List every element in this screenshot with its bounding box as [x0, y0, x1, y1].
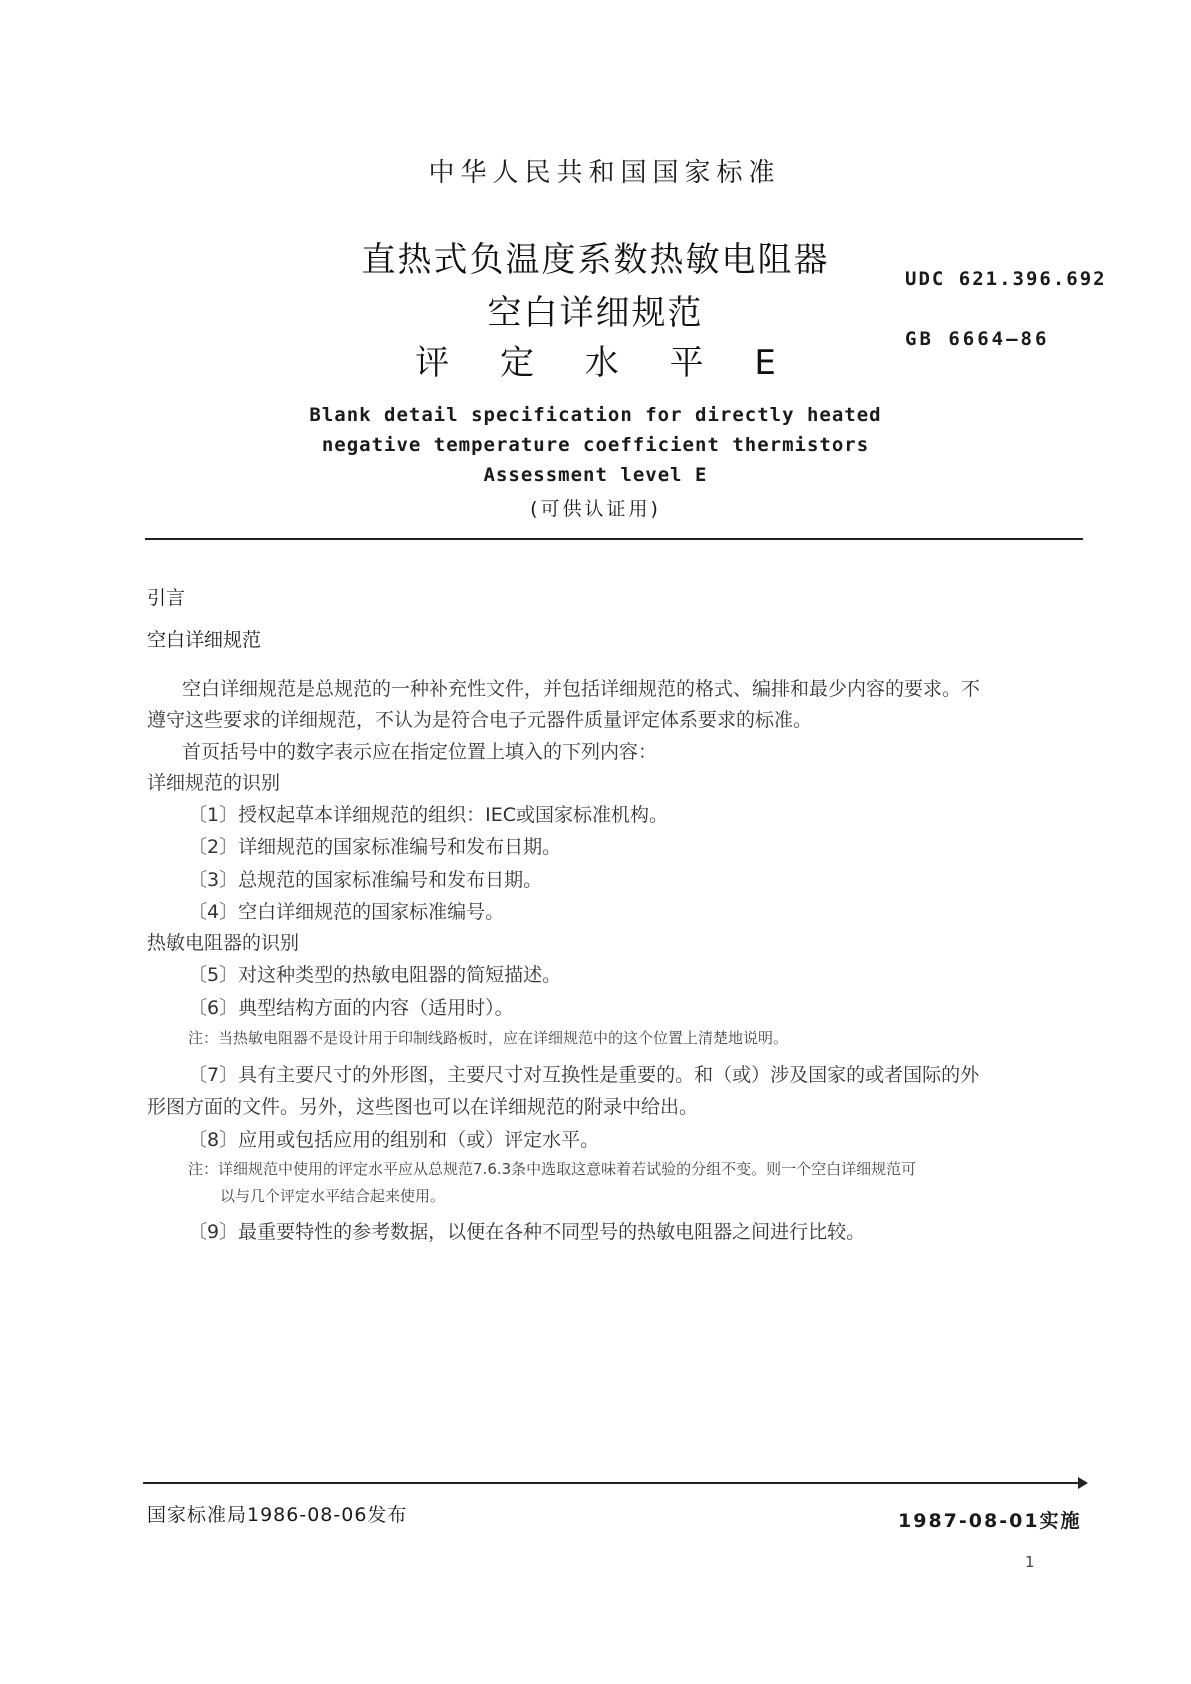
- title-en-line2: negative temperature coefficient thermistors: [321, 434, 870, 456]
- list-item-9: 〔9〕最重要特性的参考数据，以便在各种不同型号的热敏电阻器之间进行比较。: [188, 1221, 866, 1243]
- footer-divider-arrow-icon: [1078, 1477, 1088, 1489]
- page-number: 1: [1025, 1553, 1035, 1571]
- title-cn-line2: 空白详细规范: [487, 293, 704, 333]
- gb-code: GB 6664—86: [905, 328, 1050, 350]
- list-item-6: 〔6〕典型结构方面的内容（适用时）。: [188, 997, 514, 1019]
- group-title-detail-spec-id: 详细规范的识别: [147, 772, 281, 794]
- list-item-4: 〔4〕空白详细规范的国家标准编号。: [188, 901, 505, 923]
- national-standard-label: 中华人民共和国国家标准: [428, 158, 781, 188]
- effective-date: 1987-08-01实施: [898, 1510, 1082, 1532]
- paragraph-1-line1: 空白详细规范是总规范的一种补充性文件，并包括详细规范的格式、编排和最少内容的要求。不: [182, 678, 981, 700]
- paragraph-1-line2: 遵守这些要求的详细规范，不认为是符合电子元器件质量评定体系要求的标准。: [147, 709, 813, 731]
- group-title-thermistor-id: 热敏电阻器的识别: [147, 932, 300, 954]
- list-item-8: 〔8〕应用或包括应用的组别和（或）评定水平。: [188, 1129, 600, 1151]
- title-cn-line1: 直热式负温度系数热敏电阻器: [361, 240, 830, 280]
- footer-divider: [143, 1482, 1083, 1484]
- title-en-line1: Blank detail specification for directly heated: [309, 404, 882, 426]
- certification-note: (可供认证用): [530, 498, 661, 520]
- title-cn-line3: 评 定 水 平 E: [415, 343, 796, 383]
- issue-date: 国家标准局1986-08-06发布: [147, 1504, 408, 1526]
- list-item-2: 〔2〕详细规范的国家标准编号和发布日期。: [188, 836, 562, 858]
- header-divider: [145, 538, 1083, 540]
- list-item-7-line2: 形图方面的文件。另外，这些图也可以在详细规范的附录中给出。: [147, 1096, 699, 1118]
- list-item-1: 〔1〕授权起草本详细规范的组织：IEC或国家标准机构。: [188, 804, 668, 826]
- heading-introduction: 引言: [147, 587, 186, 609]
- list-item-5: 〔5〕对这种类型的热敏电阻器的简短描述。: [188, 964, 562, 986]
- title-en-line3: Assessment level E: [483, 464, 708, 486]
- heading-blank-detail-spec: 空白详细规范: [147, 629, 262, 651]
- note-item-8-line1: 注：详细规范中使用的评定水平应从总规范7.6.3条中选取这意味着若试验的分组不变。则一个空白详细规范可: [188, 1160, 917, 1178]
- paragraph-2: 首页括号中的数字表示应在指定位置上填入的下列内容：: [182, 741, 658, 763]
- list-item-3: 〔3〕总规范的国家标准编号和发布日期。: [188, 869, 543, 891]
- list-item-7-line1: 〔7〕具有主要尺寸的外形图，主要尺寸对互换性是重要的。和（或）涉及国家的或者国际的外: [188, 1064, 980, 1086]
- note-item-8-line2: 以与几个评定水平结合起来使用。: [220, 1187, 446, 1205]
- udc-code: UDC 621.396.692: [905, 268, 1107, 290]
- note-item-6: 注：当热敏电阻器不是设计用于印制线路板时，应在详细规范中的这个位置上清楚地说明。: [188, 1029, 789, 1047]
